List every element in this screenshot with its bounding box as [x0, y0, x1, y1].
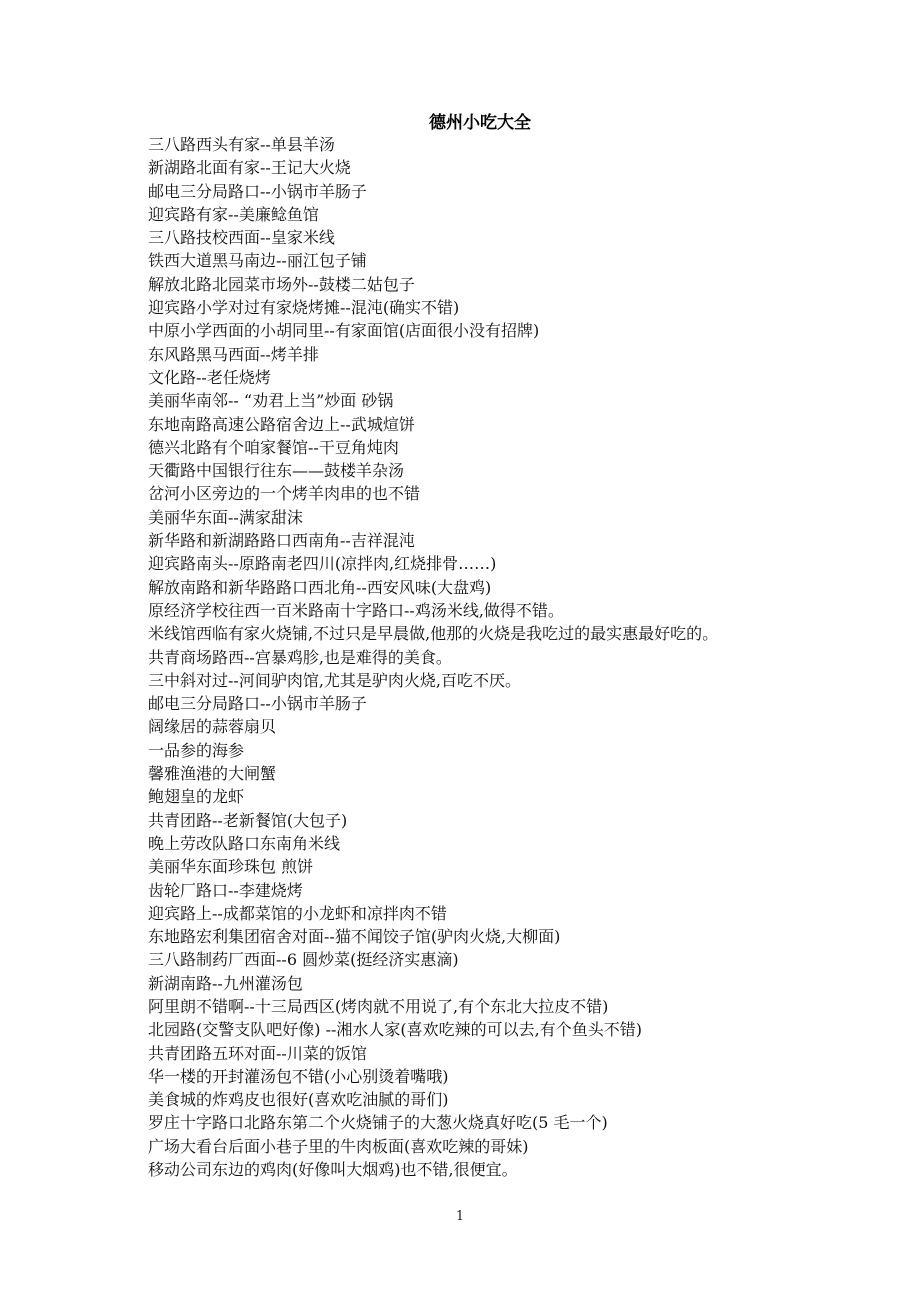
list-item: 天衢路中国银行往东——鼓楼羊杂汤 [148, 461, 405, 481]
list-item: 新湖南路--九州灌汤包 [148, 973, 303, 993]
list-item: 馨雅渔港的大闸蟹 [148, 764, 277, 784]
list-item: 三八路制药厂西面--6 圆炒菜(挺经济实惠滴) [148, 950, 459, 970]
list-item: 晚上劳改队路口东南角米线 [148, 833, 341, 853]
list-item: 新华路和新湖路路口西南角--吉祥混沌 [148, 531, 415, 551]
list-item: 新湖路北面有家--王记大火烧 [148, 158, 351, 178]
list-item: 东地南路高速公路宿舍边上--武城煊饼 [148, 414, 415, 434]
list-item: 原经济学校往西一百米路南十字路口--鸡汤米线,做得不错。 [148, 600, 564, 620]
list-item: 米线馆西临有家火烧铺,不过只是早晨做,他那的火烧是我吃过的最实惠最好吃的。 [148, 624, 719, 644]
list-item: 解放南路和新华路路口西北角--西安风味(大盘鸡) [148, 577, 492, 597]
list-item: 齿轮厂路口--李建烧烤 [148, 880, 303, 900]
list-item: 三中斜对过--河间驴肉馆,尤其是驴肉火烧,百吃不厌。 [148, 670, 521, 690]
list-item: 东风路黑马西面--烤羊排 [148, 344, 319, 364]
list-item: 美丽华东面珍珠包 煎饼 [148, 857, 314, 877]
list-item: 共青团路五环对面--川菜的饭馆 [148, 1043, 367, 1063]
list-item: 华一楼的开封灌汤包不错(小心别烫着嘴哦) [148, 1066, 449, 1086]
list-item: 三八路技校西面--皇家米线 [148, 228, 335, 248]
list-item: 铁西大道黑马南边--丽江包子铺 [148, 251, 367, 271]
list-item: 美食城的炸鸡皮也很好(喜欢吃油腻的哥们) [148, 1090, 449, 1110]
snack-list [148, 133, 888, 1181]
list-item: 一品参的海参 [148, 740, 245, 760]
list-item: 中原小学西面的小胡同里--有家面馆(店面很小没有招牌) [148, 321, 540, 341]
list-item: 迎宾路小学对过有家烧烤摊--混沌(确实不错) [148, 298, 460, 318]
list-item: 岔河小区旁边的一个烤羊肉串的也不错 [148, 484, 421, 504]
list-item: 东地路宏利集团宿舍对面--猫不闻饺子馆(驴肉火烧,大柳面) [148, 927, 561, 947]
list-item: 文化路--老任烧烤 [148, 367, 271, 387]
list-item: 德兴北路有个咱家餐馆--干豆角炖肉 [148, 437, 399, 457]
list-item: 解放北路北园菜市场外--鼓楼二姑包子 [148, 274, 415, 294]
list-item: 美丽华东面--满家甜沫 [148, 507, 303, 527]
list-item: 北园路(交警支队吧好像) --湘水人家(喜欢吃辣的可以去,有个鱼头不错) [148, 1020, 642, 1040]
list-item: 迎宾路南头--原路南老四川(凉拌肉,红烧排骨……) [148, 554, 497, 574]
list-item: 共青商场路西--宫暴鸡胗,也是难得的美食。 [148, 647, 452, 667]
document-title: 德州小吃大全 [429, 113, 531, 133]
list-item: 三八路西头有家--单县羊汤 [148, 135, 335, 154]
list-item: 迎宾路有家--美廉鲶鱼馆 [148, 204, 319, 224]
list-item: 阔缘居的蒜蓉扇贝 [148, 717, 277, 737]
list-item: 阿里朗不错啊--十三局西区(烤肉就不用说了,有个东北大拉皮不错) [148, 996, 609, 1016]
list-item: 共青团路--老新餐馆(大包子) [148, 810, 348, 830]
list-item: 罗庄十字路口北路东第二个火烧铺子的大葱火烧真好吃(5 毛一个) [148, 1113, 608, 1133]
list-item: 邮电三分局路口--小锅市羊肠子 [148, 694, 367, 714]
list-item: 广场大看台后面小巷子里的牛肉板面(喜欢吃辣的哥妹) [148, 1136, 529, 1156]
list-item: 邮电三分局路口--小锅市羊肠子 [148, 181, 367, 201]
list-item: 美丽华南邻-- “劝君上当”炒面 砂锅 [148, 391, 394, 411]
list-item: 移动公司东边的鸡肉(好像叫大烟鸡)也不错,很便宜。 [148, 1160, 518, 1180]
list-item: 鲍翅皇的龙虾 [148, 787, 245, 807]
page-number: 1 [455, 1209, 465, 1224]
list-item: 迎宾路上--成都菜馆的小龙虾和凉拌肉不错 [148, 903, 447, 923]
